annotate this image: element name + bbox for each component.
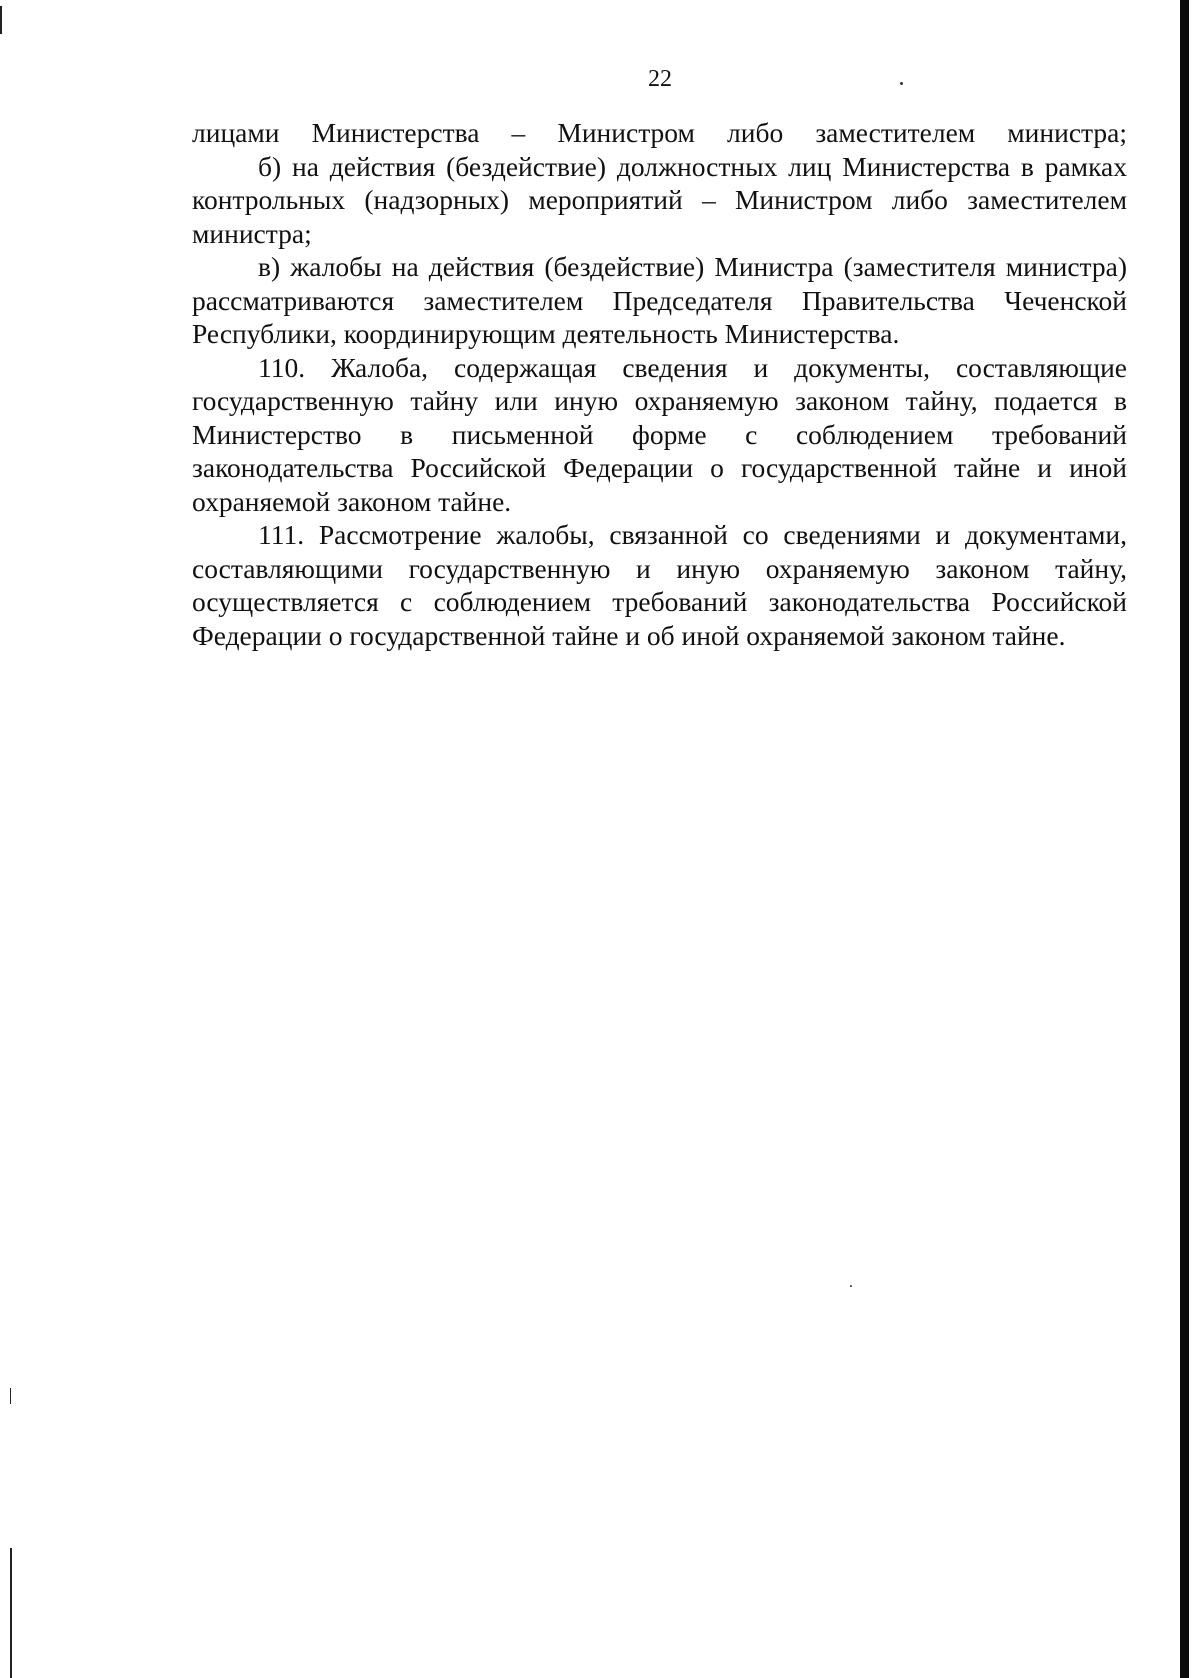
text-line: Федерации о государственной тайне и об иной охраняемой законом тайне. xyxy=(192,619,1066,651)
text-line: рассматриваются заместителем Председателя Правительства Чеченской xyxy=(192,284,1127,316)
text-line: в) жалобы на действия (бездействие) Министра (заместителя министра) xyxy=(258,251,1127,282)
text-line: контрольных (надзорных) мероприятий – Министром либо заместителем xyxy=(192,184,1127,215)
text-line: осуществляется с соблюдением требований законодательства Российской xyxy=(192,586,1127,617)
scan-mark-left-middle xyxy=(10,1388,11,1404)
text-line: законодательства Российской Федерации о государственной тайне и иной xyxy=(192,452,1127,483)
text-line: Министерство в письменной форме с соблюдением требований xyxy=(192,418,1127,450)
scan-mark-top-left xyxy=(0,6,2,34)
scan-border-right xyxy=(1180,0,1189,1678)
text-line: б) на действия (бездействие) должностных лиц Министерства в рамках xyxy=(258,150,1127,182)
text-line: составляющими государственную и иную охраняемую законом тайну, xyxy=(192,552,1127,584)
page-number: 22 xyxy=(648,66,672,92)
text-line: 111. Рассмотрение жалобы, связанной со сведениями и документами, xyxy=(258,519,1127,550)
scan-mark-left-bottom xyxy=(10,1548,12,1678)
text-line: Республики, координирующим деятельность Министерства. xyxy=(192,318,900,349)
scan-speck xyxy=(850,1285,852,1287)
text-line: государственную тайну или иную охраняемую законом тайну, подается в xyxy=(192,385,1127,416)
text-line: лицами Министерства – Министром либо заместителем министра; xyxy=(192,117,1127,148)
text-line: 110. Жалоба, содержащая сведения и документы, составляющие xyxy=(258,351,1127,383)
text-line: охраняемой законом тайне. xyxy=(192,485,512,517)
text-line: министра; xyxy=(192,217,312,249)
document-body xyxy=(192,116,1127,652)
